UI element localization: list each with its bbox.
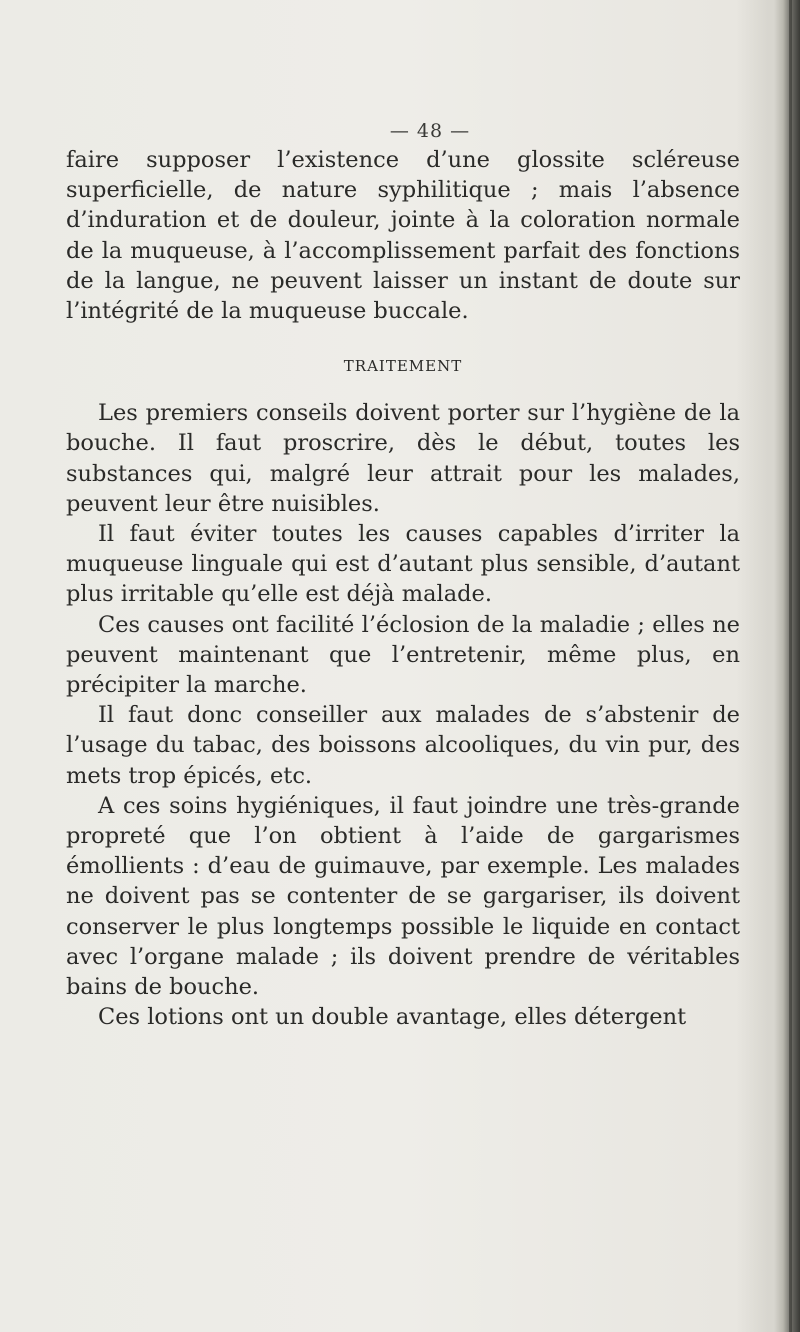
page-number: — 48 — <box>389 120 471 142</box>
page-edge-shadow <box>774 0 800 1332</box>
paragraph: A ces soins hygiéniques, il faut joindre une très-grande propreté que l’on obtient à l’aide de gargarismes émollients : d’eau de guimauve, par exemple. Les malades ne doivent pas se contenter de se gargariser, ils doivent conserver le plus longtemps possible le liquide en contact avec l’organe malade ; ils doivent prendre de véritables bains de bouche. <box>66 792 740 1001</box>
section-heading: TRAITEMENT <box>343 357 463 376</box>
paragraph: Il faut donc conseiller aux malades de s’abstenir de l’usage du tabac, des boissons alcooliques, du vin pur, des mets trop épicés, etc. <box>66 702 740 789</box>
paragraph: Les premiers conseils doivent porter sur l’hygiène de la bouche. Il faut proscrire, dès le début, toutes les substances qui, malgré leur attrait pour les malades, peuvent leur être nuisibles. <box>66 400 740 517</box>
paragraph: Il faut éviter toutes les causes capables d’irriter la muqueuse linguale qui est d’autant plus sensible, d’autant plus irritable qu’elle est déjà malade. <box>66 521 740 608</box>
paragraph-last-line: Ces lotions ont un double avantage, elles détergent <box>98 1004 687 1031</box>
page-binding-edge <box>789 0 792 1332</box>
paragraph-continuation: faire supposer l’existence d’une glossite scléreuse superficielle, de nature syphilitique ; mais l’absence d’induration et de douleur, jointe à la coloration normale de la muqueuse, à l’accomplissement parfait des fonctions de la langue, ne peuvent laisser un instant de doute sur l’intégrité de la muqueuse buccale. <box>66 147 740 325</box>
body-text <box>66 145 740 1032</box>
paragraph: Ces causes ont facilité l’éclosion de la maladie ; elles ne peuvent maintenant que l’entretenir, même plus, en précipiter la marche. <box>66 611 740 699</box>
